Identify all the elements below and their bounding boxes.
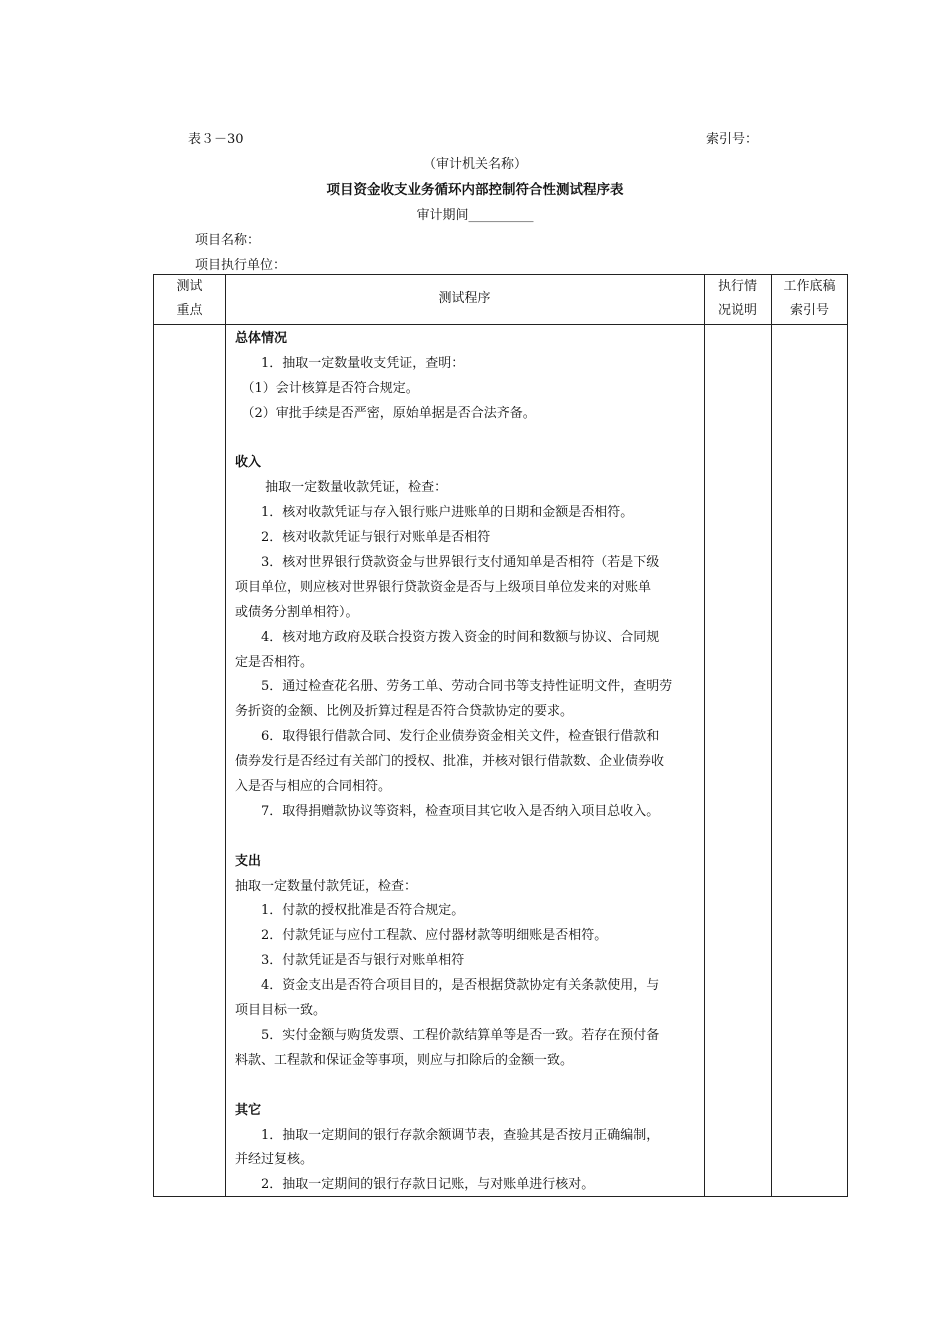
section-heading-overall: 总体情况 [235, 331, 288, 346]
audit-period: 审计期间__________ [416, 208, 534, 223]
procedure-line: 7．取得捐赠款协议等资料，检查项目其它收入是否纳入项目总收入。 [235, 803, 660, 819]
procedure-line: 项目单位，则应核对世界银行贷款资金是否与上级项目单位发来的对账单 [235, 579, 652, 595]
header-workpaper-index-line2: 索引号 [789, 303, 829, 318]
procedure-line: 3．核对世界银行贷款资金与世界银行支付通知单是否相符（若是下级 [235, 555, 660, 571]
procedure-line: 5．通过检查花名册、劳务工单、劳动合同书等支持性证明文件，查明劳 [235, 679, 673, 695]
procedure-line: 务折资的金额、比例及折算过程是否符合贷款协定的要求。 [235, 704, 574, 720]
section-heading-income: 收入 [235, 455, 262, 471]
procedure-content [235, 327, 697, 1198]
header-test-procedure: 测试程序 [438, 291, 491, 306]
procedure-line: 3．付款凭证是否与银行对账单相符 [235, 953, 465, 969]
project-name-label: 项目名称： [195, 233, 261, 248]
header-divider [154, 324, 847, 325]
procedure-line: 并经过复核。 [235, 1152, 314, 1168]
header-execution-notes-line2: 况说明 [717, 303, 757, 318]
procedure-line: 或债务分割单相符）。 [235, 604, 359, 620]
column-divider [704, 275, 705, 1196]
audit-agency-name: （审计机关名称） [422, 157, 527, 172]
procedure-line: 抽取一定数量收款凭证，检查： [235, 480, 448, 496]
procedure-line: 抽取一定数量付款凭证，检查： [235, 878, 418, 894]
table-number: 表３－30 [188, 132, 244, 147]
procedure-line: 2．核对收款凭证与银行对账单是否相符 [235, 530, 491, 546]
procedure-line: 4．核对地方政府及联合投资方拨入资金的时间和数额与协议、合同规 [235, 629, 660, 645]
header-test-focus-line2: 重点 [176, 303, 203, 318]
spacer [235, 1074, 697, 1099]
column-divider [225, 275, 226, 1196]
procedure-line: 入是否与相应的合同相符。 [235, 779, 392, 795]
section-heading-expenditure: 支出 [235, 853, 262, 869]
procedure-line: 5．实付金额与购货发票、工程价款结算单等是否一致。若存在预付备 [235, 1027, 660, 1043]
header-workpaper-index [771, 275, 848, 323]
procedure-line: （1）会计核算是否符合规定。 [235, 380, 419, 396]
procedure-line: 4．资金支出是否符合项目目的，是否根据贷款协定有关条款使用，与 [235, 978, 660, 994]
column-divider [771, 275, 772, 1196]
spacer [235, 427, 697, 452]
procedure-line: 1．抽取一定期间的银行存款余额调节表，查验其是否按月正确编制， [235, 1127, 660, 1143]
procedure-line: 料款、工程款和保证金等事项，则应与扣除后的金额一致。 [235, 1052, 574, 1068]
procedure-line: 1．核对收款凭证与存入银行账户进账单的日期和金额是否相符。 [235, 505, 634, 521]
header-execution-notes [704, 275, 771, 323]
header-test-focus [154, 275, 225, 323]
procedure-line: 定是否相符。 [235, 654, 314, 670]
project-unit-label: 项目执行单位： [195, 258, 287, 273]
spacer [235, 825, 697, 850]
procedure-line: 6．取得银行借款合同、发行企业债券资金相关文件，检查银行借款和 [235, 729, 660, 745]
procedure-line: 项目目标一致。 [235, 1003, 327, 1019]
header-test-focus-line1: 测试 [176, 279, 203, 294]
index-number-label: 索引号： [706, 132, 759, 147]
page-title: 项目资金收支业务循环内部控制符合性测试程序表 [326, 182, 624, 198]
procedure-line: 1．付款的授权批准是否符合规定。 [235, 903, 465, 919]
procedure-line: 2．抽取一定期间的银行存款日记账，与对账单进行核对。 [235, 1177, 595, 1193]
section-heading-other: 其它 [235, 1102, 262, 1118]
header-execution-notes-line1: 执行情 [717, 279, 757, 294]
procedure-line: 1．抽取一定数量收支凭证，查明： [235, 355, 465, 371]
procedure-line: （2）审批手续是否严密，原始单据是否合法齐备。 [235, 405, 536, 421]
procedure-line: 2．付款凭证与应付工程款、应付器材款等明细账是否相符。 [235, 928, 608, 944]
header-workpaper-index-line1: 工作底稿 [783, 279, 836, 294]
procedure-line: 债券发行是否经过有关部门的授权、批准，并核对银行借款数、企业债券收 [235, 754, 665, 770]
